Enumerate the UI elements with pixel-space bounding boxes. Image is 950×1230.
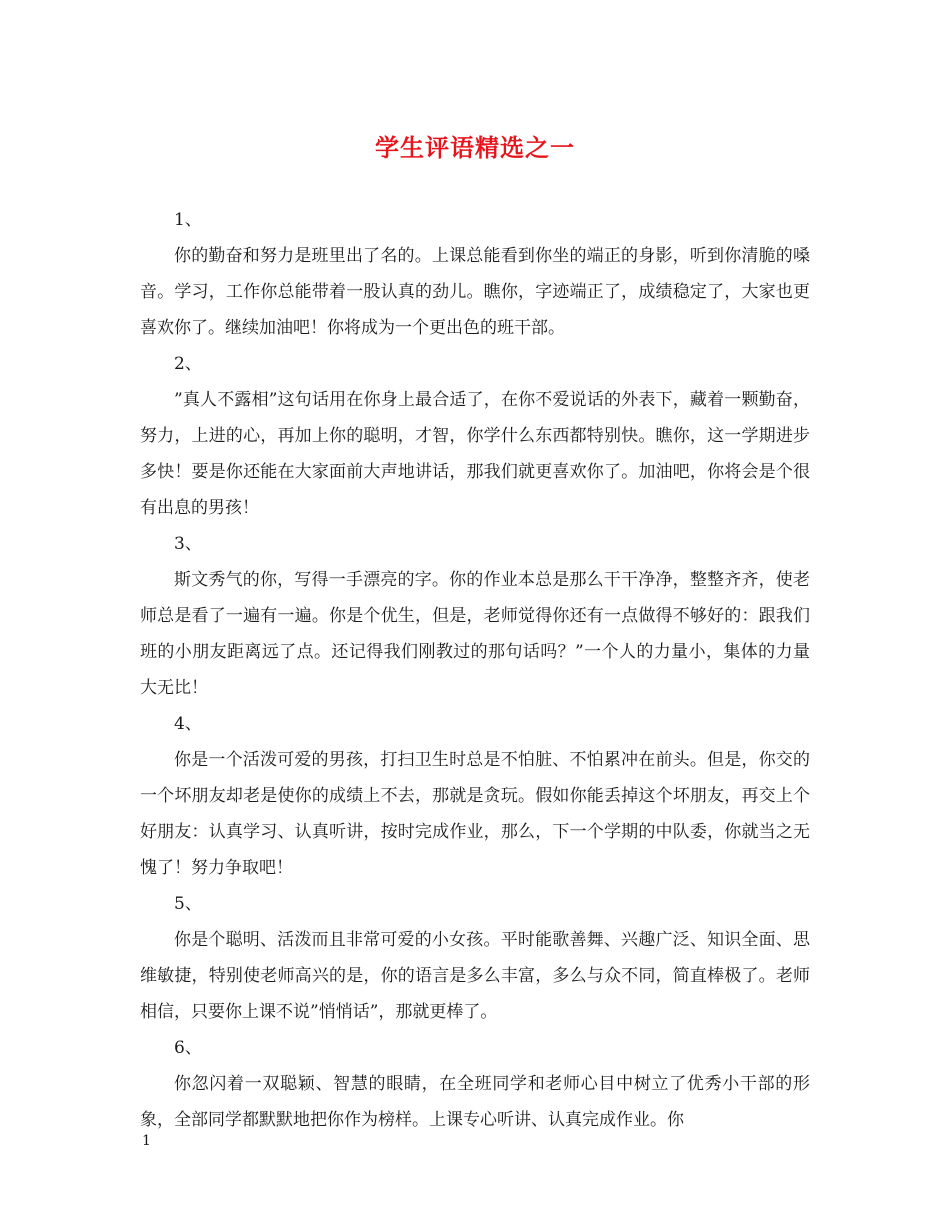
document-title: 学生评语精选之一: [375, 133, 575, 162]
entry-number-1: 1、: [174, 210, 202, 230]
entry-number-3: 3、: [174, 534, 202, 554]
entry-text-3: 斯文秀气的你，写得一手漂亮的字。你的作业本总是那么干干净净，整整齐齐，使老师总是看了一遍有一遍。你是个优生，但是，老师觉得你还有一点做得不够好的：跟我们班的小朋友距离远了点。还记得我们刚教过的那句话吗？”一个人的力量小，集体的力量大无比！: [140, 570, 810, 698]
entry-text-2: ”真人不露相”这句话用在你身上最合适了，在你不爱说话的外表下，藏着一颗勤奋，努力，上进的心，再加上你的聪明，才智，你学什么东西都特别快。瞧你，这一学期进步多快！要是你还能在大家面前大声地讲话，那我们就更喜欢你了。加油吧，你将会是个很有出息的男孩！: [140, 390, 810, 518]
entry-number-5: 5、: [174, 894, 202, 914]
entry-number-6: 6、: [174, 1038, 202, 1058]
entry-number-4: 4、: [174, 714, 202, 734]
document-body: [140, 202, 810, 1138]
entry-number-2: 2、: [174, 354, 202, 374]
entry-text-6: 你忽闪着一双聪颖、智慧的眼睛，在全班同学和老师心目中树立了优秀小干部的形象，全部同学都默默地把你作为榜样。上课专心听讲、认真完成作业。你: [140, 1074, 810, 1130]
entry-text-1: 你的勤奋和努力是班里出了名的。上课总能看到你坐的端正的身影，听到你清脆的嗓音。学习，工作你总能带着一股认真的劲儿。瞧你，字迹端正了，成绩稳定了，大家也更喜欢你了。继续加油吧！你将成为一个更出色的班干部。: [140, 246, 810, 338]
entry-text-4: 你是一个活泼可爱的男孩，打扫卫生时总是不怕脏、不怕累冲在前头。但是，你交的一个坏朋友却老是使你的成绩上不去，那就是贪玩。假如你能丢掉这个坏朋友，再交上个好朋友：认真学习、认真听讲，按时完成作业，那么，下一个学期的中队委，你就当之无愧了！努力争取吧！: [140, 750, 810, 878]
entry-text-5: 你是个聪明、活泼而且非常可爱的小女孩。平时能歌善舞、兴趣广泛、知识全面、思维敏捷，特别使老师高兴的是，你的语言是多么丰富，多么与众不同，简直棒极了。老师相信，只要你上课不说”悄悄话”，那就更棒了。: [140, 930, 810, 1022]
page-number: 1: [142, 1133, 151, 1149]
